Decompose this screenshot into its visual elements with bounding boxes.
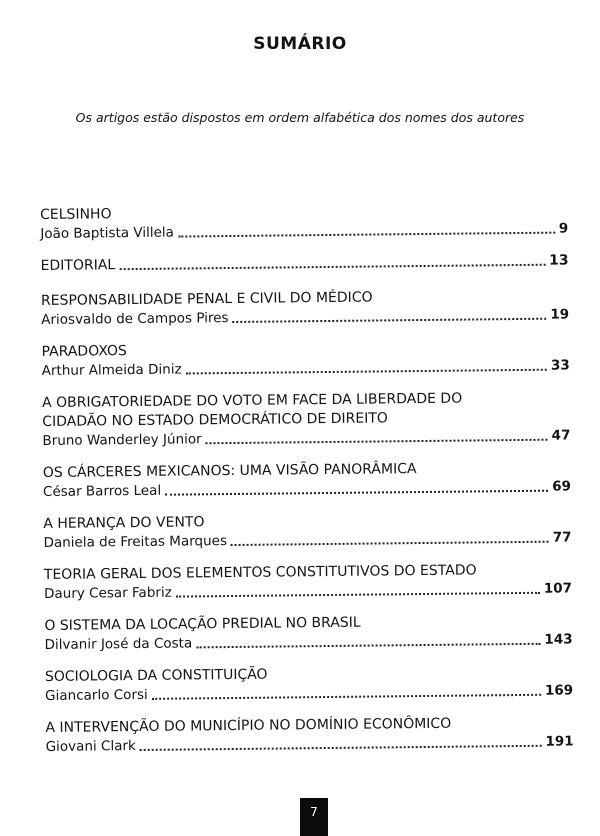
leader-dots xyxy=(165,490,548,496)
entry-title-line-2: CIDADÃO NO ESTADO DEMOCRÁTICO DE DIREITO xyxy=(42,410,388,430)
leader-dots xyxy=(233,318,547,323)
toc-entry xyxy=(44,560,572,604)
entry-author: Daury Cesar Fabriz xyxy=(43,584,172,602)
entry-page: 191 xyxy=(545,733,574,750)
toc-entry xyxy=(45,662,573,706)
toc-entry xyxy=(43,509,571,553)
toc-entry xyxy=(44,611,572,655)
leader-dots xyxy=(186,369,547,375)
entry-page: 33 xyxy=(550,357,570,374)
entry-title: OS CÁRCERES MEXICANOS: UMA VISÃO PANORÂMICA xyxy=(42,461,417,481)
entry-author: EDITORIAL xyxy=(40,257,116,274)
entry-page: 47 xyxy=(551,427,571,444)
leader-dots xyxy=(178,232,555,238)
entry-title: A HERANÇA DO VENTO xyxy=(43,514,205,532)
entry-title: RESPONSABILIDADE PENAL E CIVIL DO MÉDICO xyxy=(40,289,373,309)
entry-title: CELSINHO xyxy=(40,206,112,223)
toc-entry xyxy=(41,286,569,330)
toc-entry xyxy=(45,713,573,757)
toc-entry xyxy=(42,388,571,451)
subtitle: Os artigos estão dispostos em ordem alfabética dos nomes dos autores xyxy=(75,110,525,125)
leader-dots xyxy=(176,592,540,598)
table-of-contents xyxy=(40,200,574,769)
toc-entry xyxy=(43,458,571,502)
entry-author: Daniela de Freitas Marques xyxy=(43,533,228,551)
entry-title: A OBRIGATORIEDADE DO VOTO EM FACE DA LIBERDADE DO xyxy=(41,390,463,411)
entry-page: 69 xyxy=(552,478,572,495)
entry-page: 143 xyxy=(544,631,573,648)
entry-page: 9 xyxy=(558,220,569,237)
entry-page: 13 xyxy=(549,252,569,269)
entry-author: Giovani Clark xyxy=(45,738,136,755)
leader-dots xyxy=(231,541,549,546)
entry-page: 19 xyxy=(550,306,570,323)
entry-title: A INTERVENÇÃO DO MUNICÍPIO NO DOMÍNIO ECONÔMICO xyxy=(45,715,452,736)
leader-dots xyxy=(140,745,542,751)
leader-dots xyxy=(119,264,545,270)
entry-page: 77 xyxy=(552,529,572,546)
leader-dots xyxy=(206,439,548,445)
entry-author: Bruno Wanderley Júnior xyxy=(42,431,202,449)
entry-author: João Baptista Villela xyxy=(40,224,174,242)
leader-dots xyxy=(152,694,541,700)
page-number: 7 xyxy=(300,798,328,836)
entry-title: PARADOXOS xyxy=(41,343,127,360)
entry-title: TEORIA GERAL DOS ELEMENTOS CONSTITUTIVOS DO ESTADO xyxy=(43,562,477,583)
toc-entry xyxy=(41,251,569,276)
entry-title: O SISTEMA DA LOCAÇÃO PREDIAL NO BRASIL xyxy=(44,614,361,634)
entry-author: César Barros Leal xyxy=(42,482,162,500)
entry-page: 169 xyxy=(544,682,574,699)
entry-author: Arthur Almeida Diniz xyxy=(41,361,182,379)
entry-author: Ariosvaldo de Campos Pires xyxy=(41,310,229,328)
toc-entry xyxy=(41,337,569,381)
toc-entry xyxy=(40,200,568,244)
entry-author: Giancarlo Corsi xyxy=(45,686,148,704)
entry-page: 107 xyxy=(543,580,573,597)
page-title: SUMÁRIO xyxy=(253,34,347,54)
entry-title: SOCIOLOGIA DA CONSTITUIÇÃO xyxy=(44,666,268,685)
entry-author: Dilvanir José da Costa xyxy=(44,635,193,653)
leader-dots xyxy=(196,643,540,649)
